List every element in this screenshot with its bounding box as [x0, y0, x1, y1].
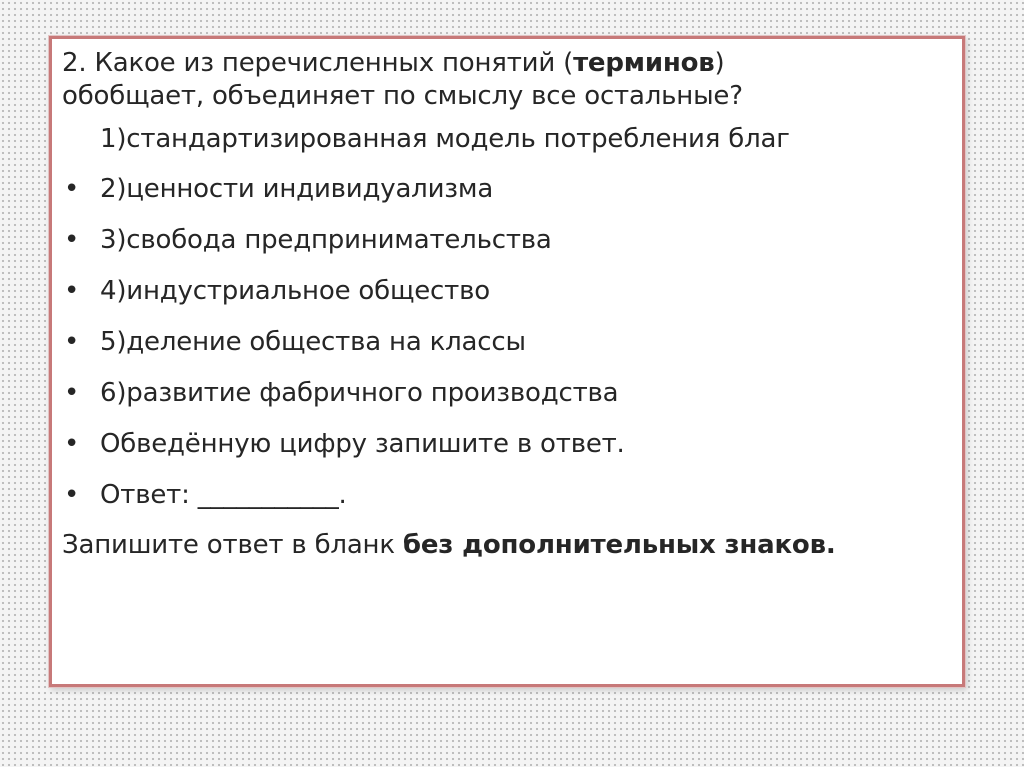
question-line-1 — [62, 47, 952, 80]
option-1: 1)стандартизированная модель потребления благ — [100, 124, 790, 154]
closing-text: Запишите ответ в бланк — [62, 530, 403, 560]
list-item — [62, 479, 952, 512]
list-item — [62, 377, 952, 410]
slide-frame — [49, 36, 965, 687]
option-5: 5)деление общества на классы — [100, 327, 526, 357]
bullet-icon: • — [64, 429, 80, 459]
option-2: 2)ценности индивидуализма — [100, 174, 494, 204]
bullet-icon: • — [64, 378, 80, 408]
option-4: 4)индустриальное общество — [100, 276, 490, 306]
option-6: 6)развитие фабричного производства — [100, 378, 619, 408]
option-3: 3)свобода предпринимательства — [100, 225, 552, 255]
bullet-icon: • — [64, 174, 80, 204]
question-text-end: ) — [714, 48, 725, 78]
list-item — [62, 428, 952, 461]
bullet-icon: • — [64, 327, 80, 357]
bullet-icon: • — [64, 225, 80, 255]
slide-content — [62, 45, 952, 562]
question-line-2: обобщает, объединяет по смыслу все остальные? — [62, 81, 743, 111]
closing-instruction — [62, 529, 952, 562]
instruction-text: Обведённую цифру запишите в ответ. — [100, 429, 625, 459]
question-bold-term: терминов — [573, 48, 715, 78]
list-item — [62, 173, 952, 206]
list-item — [62, 275, 952, 308]
question-text: 2. Какое из перечисленных понятий ( — [62, 48, 574, 78]
list-item — [62, 326, 952, 359]
bullet-icon: • — [64, 276, 80, 306]
list-item — [62, 224, 952, 257]
bullet-icon: • — [64, 480, 80, 510]
answer-field: Ответ: ___________. — [100, 480, 347, 510]
closing-bold-text: без дополнительных знаков. — [402, 530, 836, 560]
